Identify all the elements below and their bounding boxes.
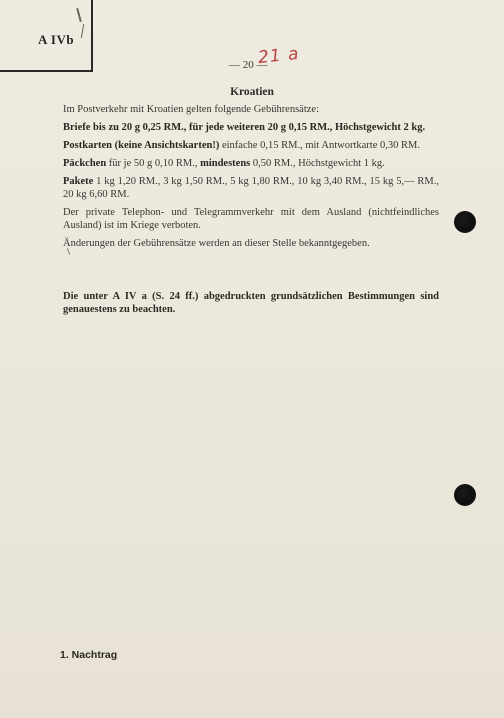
- paeckchen-minimum-label: mindestens: [200, 158, 251, 169]
- intro-paragraph: Im Postverkehr mit Kroatien gelten folgende Gebührensätze:: [63, 104, 319, 115]
- paeckchen-label: Päckchen: [63, 158, 107, 169]
- briefe-label: Briefe: [63, 122, 91, 133]
- postkarten-paragraph: [63, 139, 439, 152]
- section-label: A IVb: [38, 32, 75, 47]
- paeckchen-text-2: 0,50 RM., Höchstgewicht 1 kg.: [250, 158, 385, 169]
- tariff-text: [63, 103, 439, 255]
- telephon-paragraph: Der private Telephon- und Telegrammverkehr mit dem Ausland (nichtfeindliches Ausland) ist im Kriege verboten.: [63, 207, 439, 231]
- pakete-label: Pakete: [63, 176, 94, 187]
- briefe-paragraph: [63, 121, 439, 134]
- handwritten-note: 21 a: [257, 43, 301, 69]
- punch-hole: [454, 211, 476, 233]
- page-number: — 20 —: [229, 59, 268, 71]
- pakete-paragraph: [63, 175, 439, 201]
- notice-paragraph: Die unter A IV a (S. 24 ff.) abgedruckten grundsätzlichen Bestimmungen sind genauestens zu beachten.: [63, 291, 439, 315]
- section-heading: Kroatien: [230, 86, 274, 98]
- briefe-text: bis zu 20 g 0,25 RM., für jede weiteren 20 g 0,15 RM., Höchstgewicht 2 kg.: [90, 122, 426, 133]
- punch-hole: [454, 484, 476, 506]
- section-label-box: [0, 0, 93, 72]
- aenderungen-paragraph: Änderungen der Gebührensätze werden an dieser Stelle bekanntgegeben.: [63, 238, 370, 249]
- postkarten-label: Postkarten (keine Ansichtskarten!): [63, 140, 220, 151]
- paeckchen-text: für je 50 g 0,10 RM.,: [106, 158, 201, 169]
- supplement-label: 1. Nachtrag: [60, 649, 118, 661]
- postkarten-text: einfache 0,15 RM., mit Antwortkarte 0,30 RM.: [219, 140, 420, 151]
- pakete-text: 1 kg 1,20 RM., 3 kg 1,50 RM., 5 kg 1,80 RM., 10 kg 3,40 RM., 15 kg 5,— RM., 20 kg 6,60 RM.: [63, 176, 439, 200]
- paeckchen-paragraph: [63, 157, 439, 170]
